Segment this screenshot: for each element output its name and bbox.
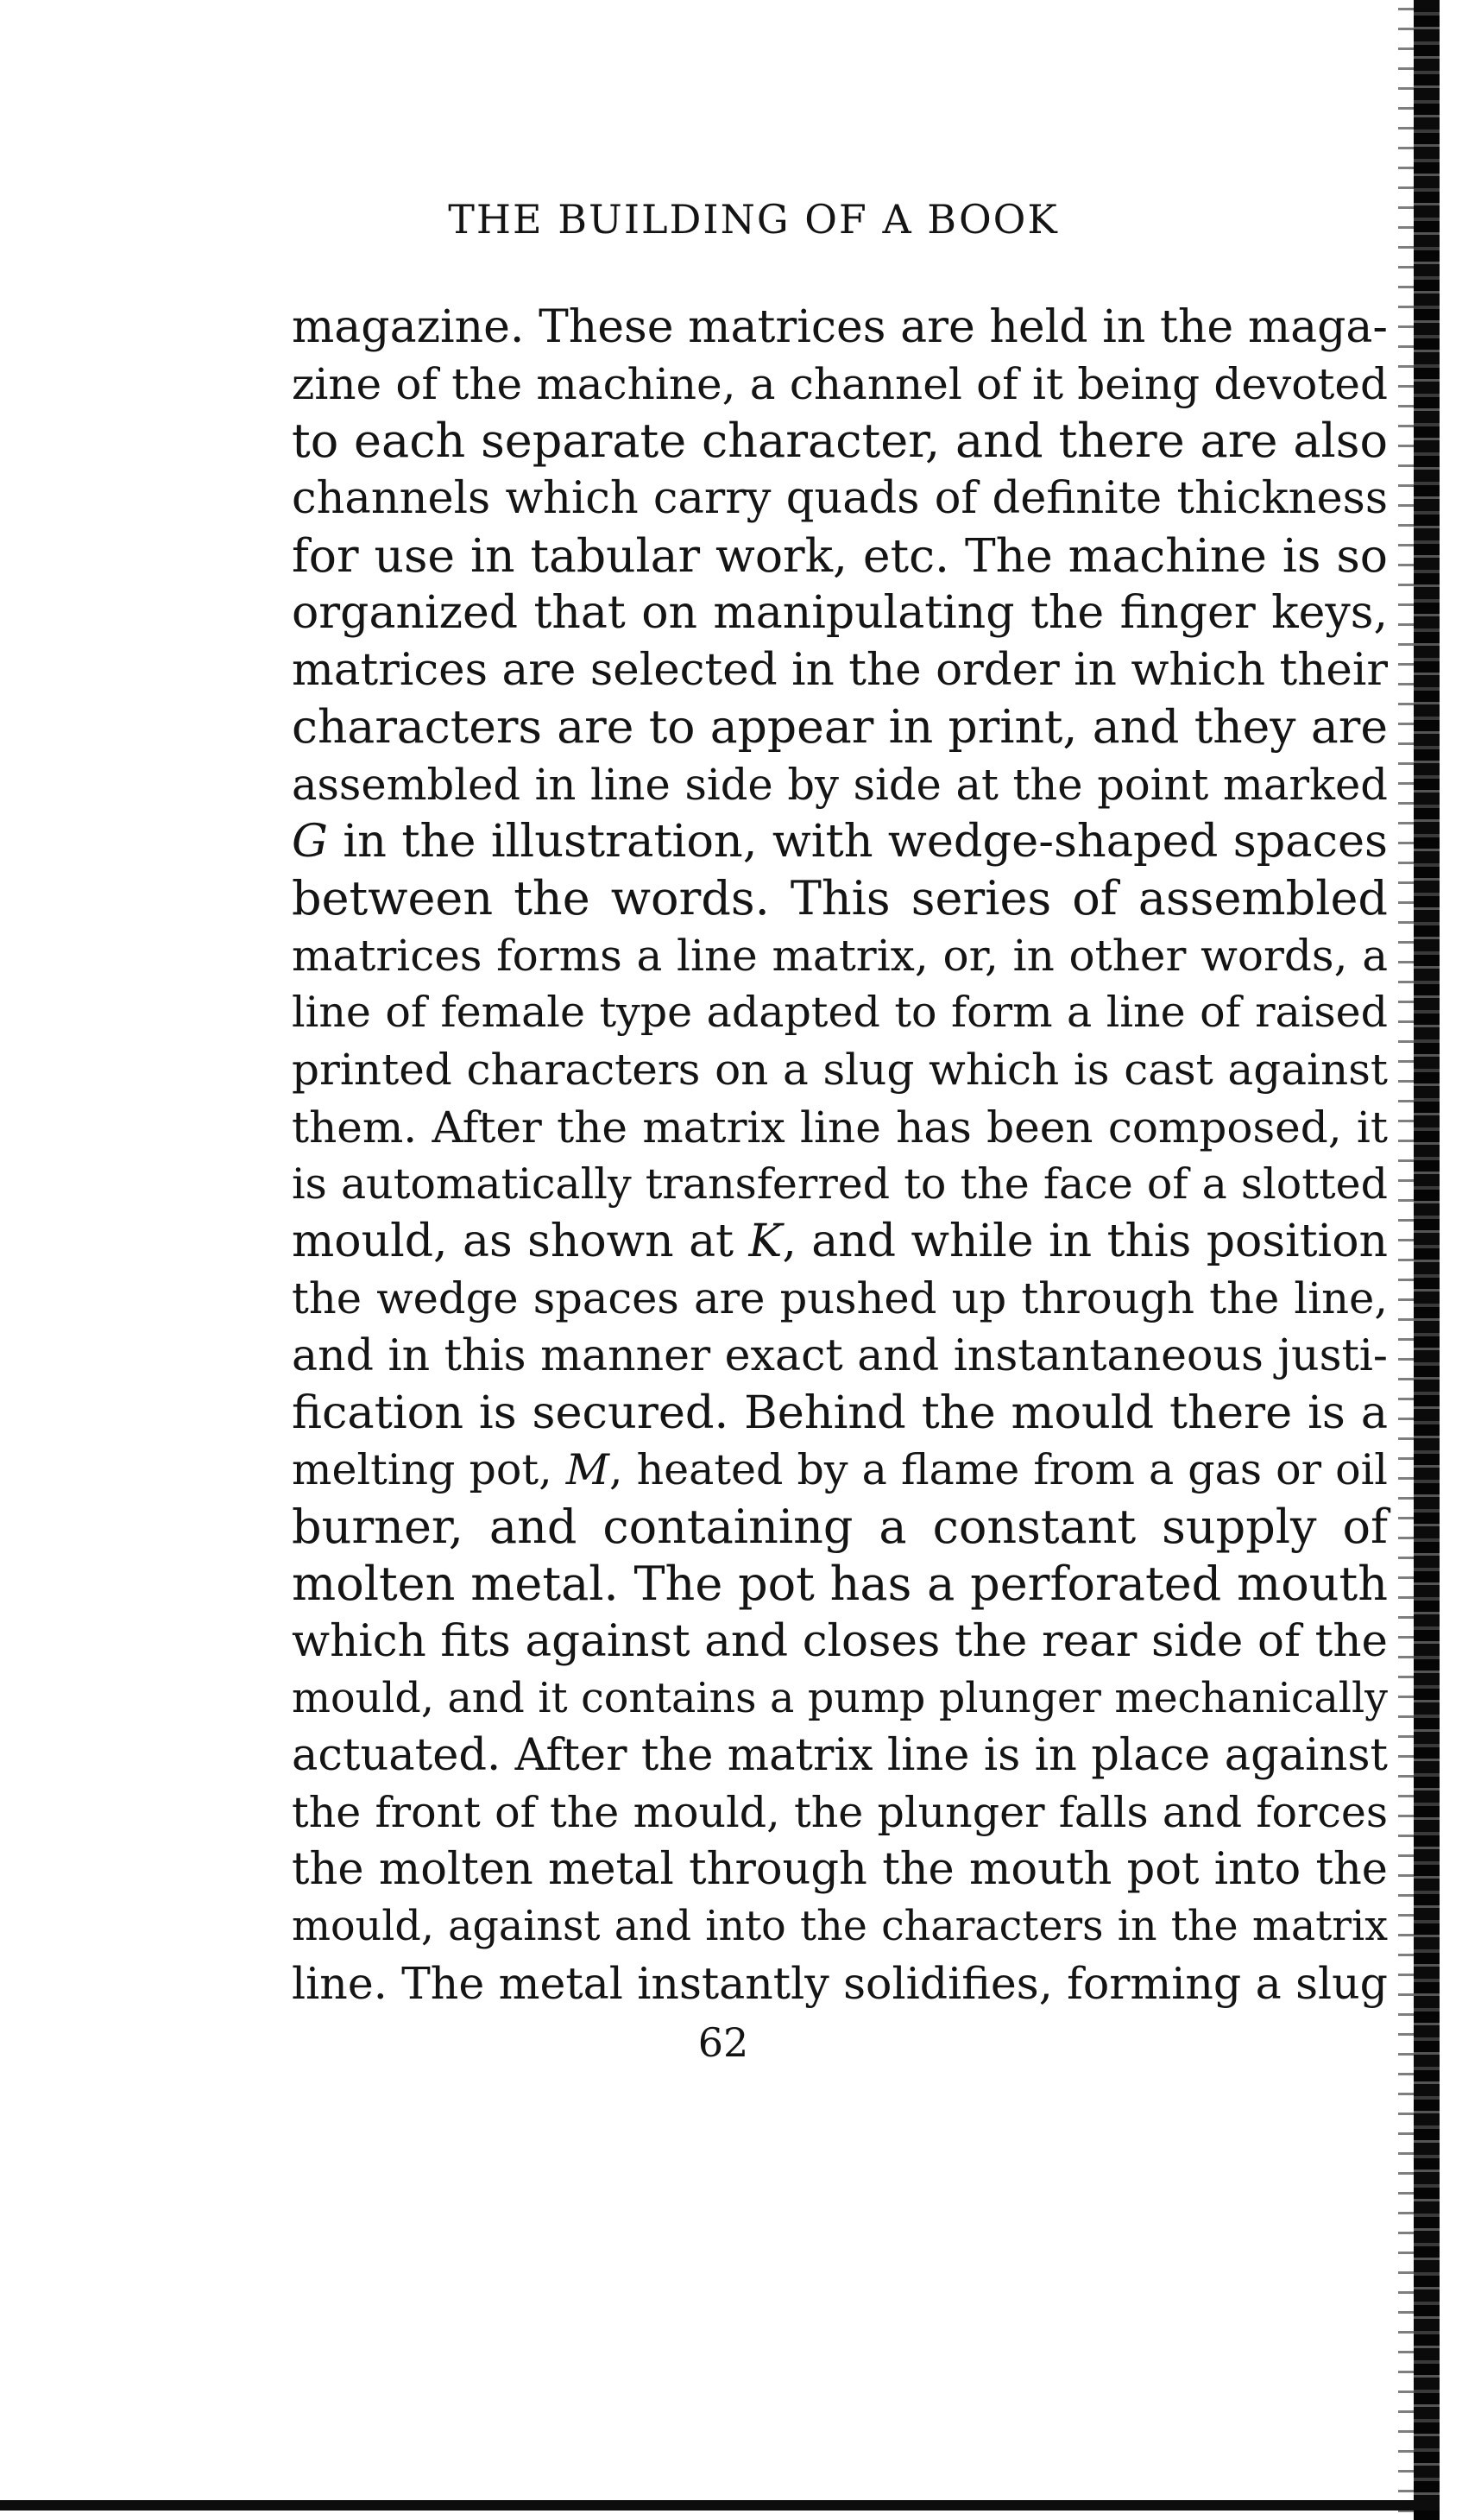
text-line: the molten metal through the mouth pot into the <box>292 1844 1388 1896</box>
text-line: channels which carry quads of definite thickness <box>292 472 1388 524</box>
text-line: which fits against and closes the rear side of the <box>292 1615 1388 1668</box>
text-line: actuated. After the matrix line is in place against <box>292 1729 1388 1781</box>
text-line: the wedge spaces are pushed up through the line, <box>292 1273 1388 1324</box>
page-number: 62 <box>697 2019 749 2066</box>
text-line: between the words. This series of assembled <box>292 870 1388 925</box>
body-text <box>292 299 1388 2013</box>
text-line: mould, as shown at K, and while in this position <box>292 1216 1388 1267</box>
text-line: zine of the machine, a channel of it being devoted <box>292 359 1388 410</box>
text-line: molten metal. The pot has a perforated mouth <box>292 1557 1388 1612</box>
text-line: mould, against and into the characters in the matrix <box>292 1903 1388 1951</box>
text-line: magazine. These matrices are held in the maga- <box>292 301 1388 353</box>
text-line: and in this manner exact and instantaneous justi- <box>292 1329 1388 1381</box>
running-head: THE BUILDING OF A BOOK <box>448 196 1059 243</box>
text-line: the front of the mould, the plunger falls and forces <box>292 1787 1388 1837</box>
text-line: burner, and containing a constant supply of <box>292 1499 1388 1554</box>
text-line: them. After the matrix line has been composed, it <box>292 1102 1388 1153</box>
text-line: for use in tabular work, etc. The machine is so <box>292 527 1388 583</box>
text-line: fication is secured. Behind the mould there is a <box>292 1386 1388 1439</box>
text-line: matrices are selected in the order in which their <box>292 644 1388 697</box>
spine-shadow <box>1398 0 1415 2520</box>
text-line: is automatically transferred to the face of a slotted <box>292 1159 1388 1209</box>
text-line: printed characters on a slug which is cast against <box>292 1045 1388 1096</box>
text-line: melting pot, M, heated by a flame from a gas or oil <box>292 1444 1388 1494</box>
bottom-edge <box>0 2500 1440 2511</box>
text-line: to each separate character, and there are also <box>292 414 1388 469</box>
text-line: characters are to appear in print, and they are <box>292 699 1388 755</box>
text-line: organized that on manipulating the finger keys, <box>292 586 1388 639</box>
text-line: assembled in line side by side at the point marked <box>292 759 1388 810</box>
text-line: matrices forms a line matrix, or, in other words, a <box>292 931 1388 982</box>
spine-edge <box>1414 0 1440 2520</box>
text-line: G in the illustration, with wedge-shaped spaces <box>292 814 1388 868</box>
text-line: line. The metal instantly solidifies, forming a slug <box>292 1958 1388 2010</box>
text-line: line of female type adapted to form a line of raised <box>292 988 1388 1038</box>
text-line: mould, and it contains a pump plunger mechanically <box>292 1674 1388 1722</box>
